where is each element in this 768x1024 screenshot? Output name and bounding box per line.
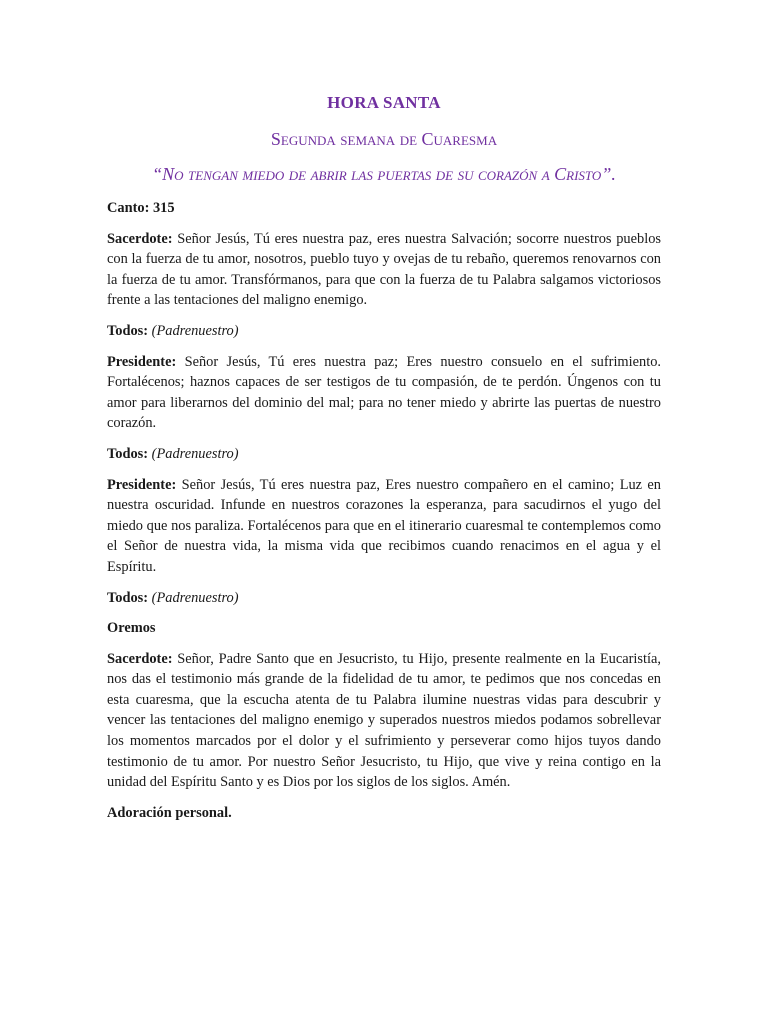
section-label: Sacerdote: (107, 650, 178, 667)
section-label: Adoración personal. (107, 804, 232, 821)
section-todos-2 (107, 444, 661, 465)
section-label: Presidente: (107, 353, 185, 370)
section-text: Señor Jesús, Tú eres nuestra paz; Eres nuestro consuelo en el sufrimiento. Fortalécenos; haznos capaces de ser testigos de tu compasión, de te perdón. Úngenos con tu amor para liberarnos del dominio del mal; para no tener miedo y abrirte las puertas de nuestro corazón. (107, 353, 662, 432)
section-label: Sacerdote: (107, 230, 178, 247)
document-title: HORA SANTA (327, 93, 441, 112)
section-todos-1 (107, 321, 661, 342)
section-italic: (Padrenuestro) (151, 445, 239, 462)
section-canto (107, 198, 661, 219)
section-text: Señor, Padre Santo que en Jesucristo, tu Hijo, presente realmente en la Eucaristía, nos das el testimonio más grande de la fidelidad de tu amor, te pedimos que nos concedas en esta cuaresma, que la escucha atenta de tu Palabra ilumine nuestras vidas para descubrir y vencer las tentaciones del maligno enemigo y superados nuestros miedos podamos sobrellevar los momentos marcados por el dolor y el sufrimiento y perseverar como hijos tuyos dando testimonio de tu amor. Por nuestro Señor Jesucristo, tu Hijo, que vive y reina contigo en la unidad del Espíritu Santo y es Dios por los siglos de los siglos. Amén. (107, 650, 661, 791)
section-label: Oremos (107, 620, 156, 637)
section-italic: (Padrenuestro) (151, 589, 239, 606)
section-label: Todos: (107, 589, 152, 606)
section-label: Presidente: (107, 476, 182, 493)
document-subtitle: Segunda semana de Cuaresma (270, 129, 498, 149)
section-label: Canto: 315 (107, 200, 175, 216)
section-presidente-2 (107, 475, 661, 578)
section-todos-3 (107, 588, 661, 609)
section-text: Señor Jesús, Tú eres nuestra paz, Eres nuestro compañero en el camino; Luz en nuestra oscuridad. Infunde en nuestros corazones la esperanza, para sacudirnos el yugo del miedo que nos paraliza. Fortalécenos para que en el itinerario cuaresmal te contemplemos como el Señor de nuestra vida, la misma vida que recibimos cuando renacimos en el agua y el Espíritu. (107, 476, 662, 575)
section-adoracion (107, 803, 661, 824)
section-text: Señor Jesús, Tú eres nuestra paz, eres nuestra Salvación; socorre nuestros pueblos con la fuerza de tu amor, nosotros, pueblo tuyo y ovejas de tu rebaño, queremos renovarnos con la fuerza de tu amor. Transfórmanos, para que con la fuerza de tu Palabra salgamos victoriosos frente a las tentaciones del maligno enemigo. (107, 230, 661, 309)
section-label: Todos: (107, 322, 152, 339)
section-oremos (107, 618, 661, 639)
document-page (107, 92, 661, 833)
section-italic: (Padrenuestro) (151, 322, 239, 339)
section-label: Todos: (107, 445, 152, 462)
document-quote: “No tengan miedo de abrir las puertas de su corazón a Cristo”. (152, 164, 616, 184)
section-sacerdote-1 (107, 229, 661, 311)
section-sacerdote-2 (107, 649, 661, 793)
section-presidente-1 (107, 352, 661, 434)
